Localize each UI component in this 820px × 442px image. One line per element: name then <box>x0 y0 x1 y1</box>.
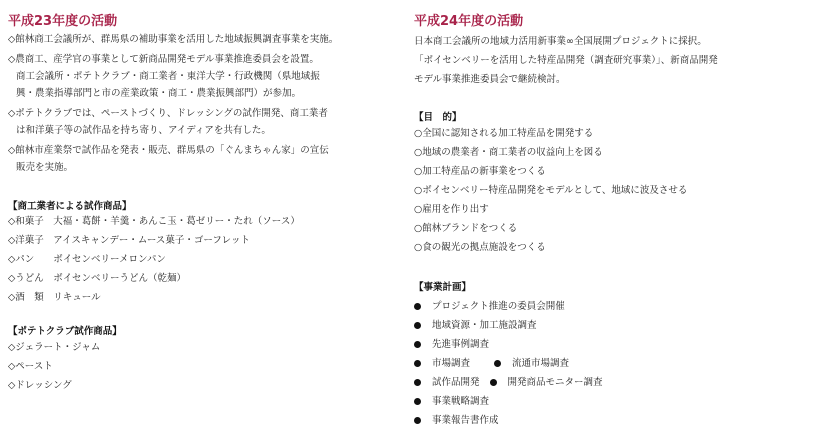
purpose-item: ○加工特産品の新事業をつくる <box>414 166 546 177</box>
plan-item <box>414 317 537 331</box>
plan-item-label: 先進事例調査 <box>432 339 490 350</box>
plan-item-label: 流通市場調査 <box>512 358 570 369</box>
plan-item <box>414 298 565 312</box>
potato-club-product-item: ◇ジェラート・ジャム <box>8 342 101 353</box>
bullet-dot-icon <box>414 303 421 310</box>
fy23-activity-line: ◇館林市産業祭で試作品を発表・販売、群馬県の「ぐんまちゃん家」の宣伝 <box>8 145 329 156</box>
purpose-item: ○館林ブランドをつくる <box>414 223 518 234</box>
purpose-heading: 【目 的】 <box>414 112 462 123</box>
merchants-product-item: ◇洋菓子 アイスキャンデー・ムース菓子・ゴーフレット <box>8 235 250 246</box>
plan-item <box>414 336 489 350</box>
fy23-activity-line: ◇館林商工会議所が、群馬県の補助事業を活用した地域振興調査事業を実施。 <box>8 34 339 45</box>
fy24-intro-line: 「ボイセンベリーを活用した特産品開発（調査研究事業）」、新商品開発 <box>414 55 718 66</box>
purpose-item: ○地域の農業者・商工業者の収益向上を図る <box>414 147 603 158</box>
fy23-activity-line: 商工会議所・ポテトクラブ・商工業者・東洋大学・行政機関（県地域振 <box>16 71 320 82</box>
bullet-dot-icon <box>414 417 421 424</box>
bullet-dot-icon <box>414 379 421 386</box>
purpose-item: ○ボイセンベリー特産品開発をモデルとして、地域に波及させる <box>414 185 688 196</box>
plan-item <box>414 412 499 426</box>
bullet-dot-icon <box>414 398 421 405</box>
fy24-title: 平成24年度の活動 <box>414 14 524 29</box>
potato-club-products-heading: 【ポテトクラブ試作商品】 <box>8 326 122 337</box>
potato-club-product-item: ◇ドレッシング <box>8 380 72 391</box>
bullet-dot-icon <box>494 360 501 367</box>
plan-item-label: 事業報告書作成 <box>432 415 499 426</box>
fy24-intro-line: 日本商工会議所の地域力活用新事業∞全国展開プロジェクトに採択。 <box>414 36 707 47</box>
merchants-product-item: ◇パン ボイセンベリーメロンパン <box>8 254 166 265</box>
plan-item-label: 試作品開発 <box>432 377 480 388</box>
bullet-dot-icon <box>490 379 497 386</box>
plan-item <box>414 374 603 388</box>
merchants-products-heading: 【商工業者による試作商品】 <box>8 201 132 212</box>
plan-item <box>414 355 569 369</box>
plan-item-label: プロジェクト推進の委員会開催 <box>432 301 565 312</box>
fy23-title: 平成23年度の活動 <box>8 14 118 29</box>
fy24-intro-line: モデル事業推進委員会で継続検討。 <box>414 74 566 85</box>
fy23-activity-line: ◇農商工、産学官の事業として新商品開発モデル事業推進委員会を設置。 <box>8 54 319 65</box>
plan-item <box>414 393 489 407</box>
plan-item-label: 事業戦略調査 <box>432 396 490 407</box>
merchants-product-item: ◇和菓子 大福・葛餅・羊羹・あんこ玉・葛ゼリー・たれ（ソース） <box>8 216 300 227</box>
plan-item-label: 地域資源・加工施設調査 <box>432 320 537 331</box>
merchants-product-item: ◇酒 類 リキュール <box>8 292 101 303</box>
fy23-activity-line: 興・農業指導部門と市の産業政策・商工・農業振興部門）が参加。 <box>16 88 302 99</box>
bullet-dot-icon <box>414 360 421 367</box>
plan-item-label: 市場調査 <box>432 358 471 369</box>
purpose-item: ○雇用を作り出す <box>414 204 489 215</box>
plan-item-label: 開発商品モニター調査 <box>507 377 603 388</box>
purpose-item: ○全国に認知される加工特産品を開発する <box>414 128 594 139</box>
bullet-dot-icon <box>414 322 421 329</box>
fy23-activity-line: は和洋菓子等の試作品を持ち寄り、アイディアを共有した。 <box>16 125 271 136</box>
fy23-activity-line: ◇ポテトクラブでは、ペーストづくり、ドレッシングの試作開発、商工業者 <box>8 108 328 119</box>
purpose-item: ○食の観光の拠点施設をつくる <box>414 242 546 253</box>
potato-club-product-item: ◇ペースト <box>8 361 53 372</box>
business-plan-heading: 【事業計画】 <box>414 282 472 293</box>
merchants-product-item: ◇うどん ボイセンベリーうどん（乾麺） <box>8 273 187 284</box>
bullet-dot-icon <box>414 341 421 348</box>
fy23-activity-line: 販売を実施。 <box>16 162 74 173</box>
